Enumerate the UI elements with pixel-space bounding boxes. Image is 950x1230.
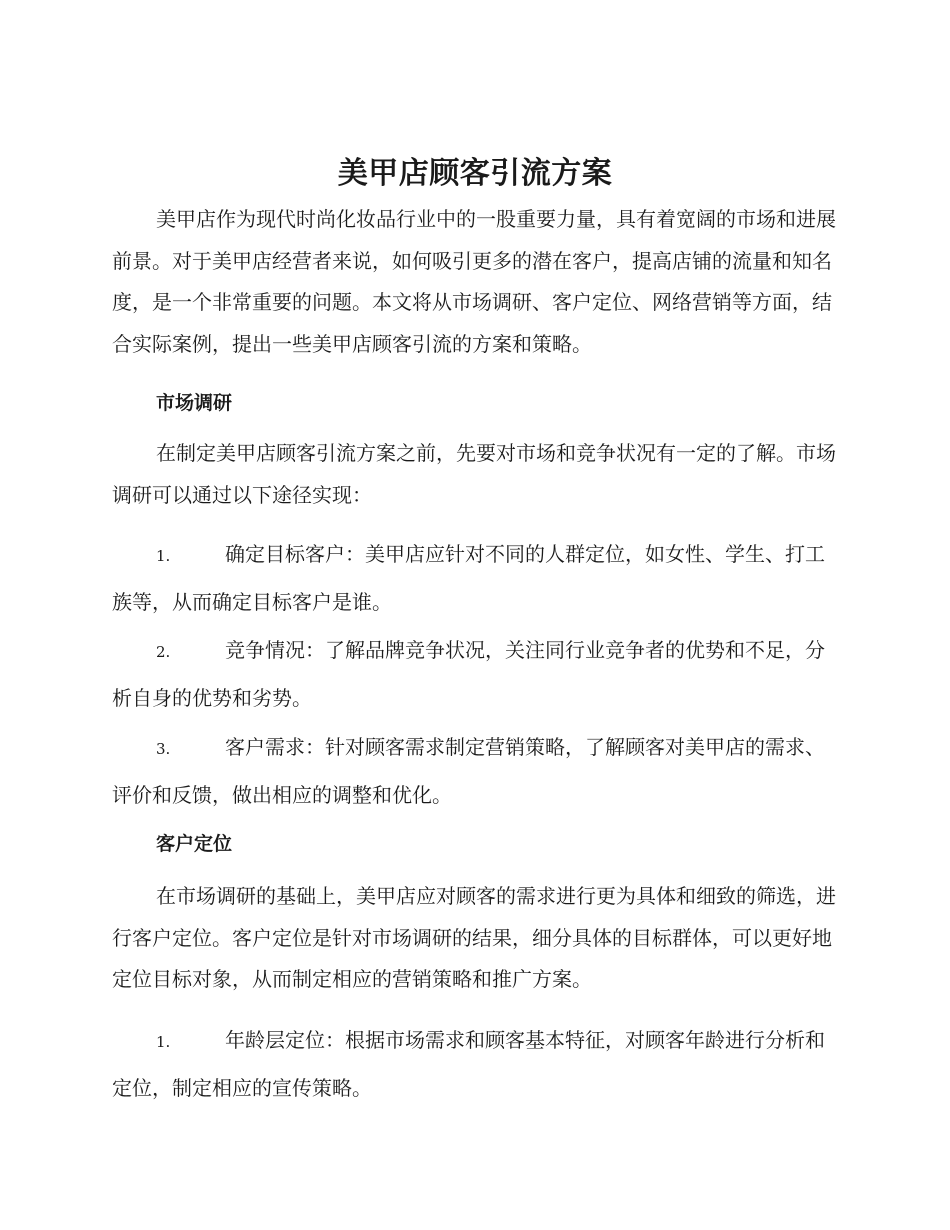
intro-paragraph: 美甲店作为现代时尚化妆品行业中的一股重要力量，具有着宽阔的市场和进展前景。对于美甲店经营者来说，如何吸引更多的潜在客户，提高店铺的流量和知名度，是一个非常重要的问题。本文将从市场调研、客户定位、网络营销等方面，结合实际案例，提出一些美甲店顾客引流的方案和策略。 bbox=[112, 207, 836, 356]
section-heading-market-research: 市场调研 bbox=[156, 392, 233, 414]
list-item-number: 2. bbox=[156, 643, 171, 661]
list-item-text: 确定目标客户：美甲店应针对不同的人群定位，如女性、学生、打工族等，从而确定目标客户是谁。 bbox=[112, 542, 825, 614]
customer-positioning-intro: 在市场调研的基础上，美甲店应对顾客的需求进行更为具体和细致的筛选，进行客户定位。客户定位是针对市场调研的结果，细分具体的目标群体，可以更好地定位目标对象，从而制定相应的营销策略和推广方案。 bbox=[112, 884, 836, 991]
list-item-text: 客户需求：针对顾客需求制定营销策略，了解顾客对美甲店的需求、评价和反馈，做出相应的调整和优化。 bbox=[112, 735, 825, 807]
list-item-number: 1. bbox=[156, 547, 171, 565]
list-item-text: 年龄层定位：根据市场需求和顾客基本特征，对顾客年龄进行分析和定位，制定相应的宣传策略。 bbox=[112, 1028, 825, 1100]
market-research-intro: 在制定美甲店顾客引流方案之前，先要对市场和竞争状况有一定的了解。市场调研可以通过以下途径实现： bbox=[112, 441, 836, 507]
list-item bbox=[112, 627, 842, 721]
list-item bbox=[112, 531, 842, 625]
document-title: 美甲店顾客引流方案 bbox=[337, 156, 613, 191]
list-item-number: 1. bbox=[156, 1033, 171, 1051]
section-heading-customer-positioning: 客户定位 bbox=[156, 833, 233, 855]
list-item bbox=[112, 724, 842, 818]
list-item-number: 3. bbox=[156, 740, 171, 758]
list-item-text: 竞争情况：了解品牌竞争状况，关注同行业竞争者的优势和不足，分析自身的优势和劣势。 bbox=[112, 638, 825, 710]
list-item bbox=[112, 1017, 842, 1111]
